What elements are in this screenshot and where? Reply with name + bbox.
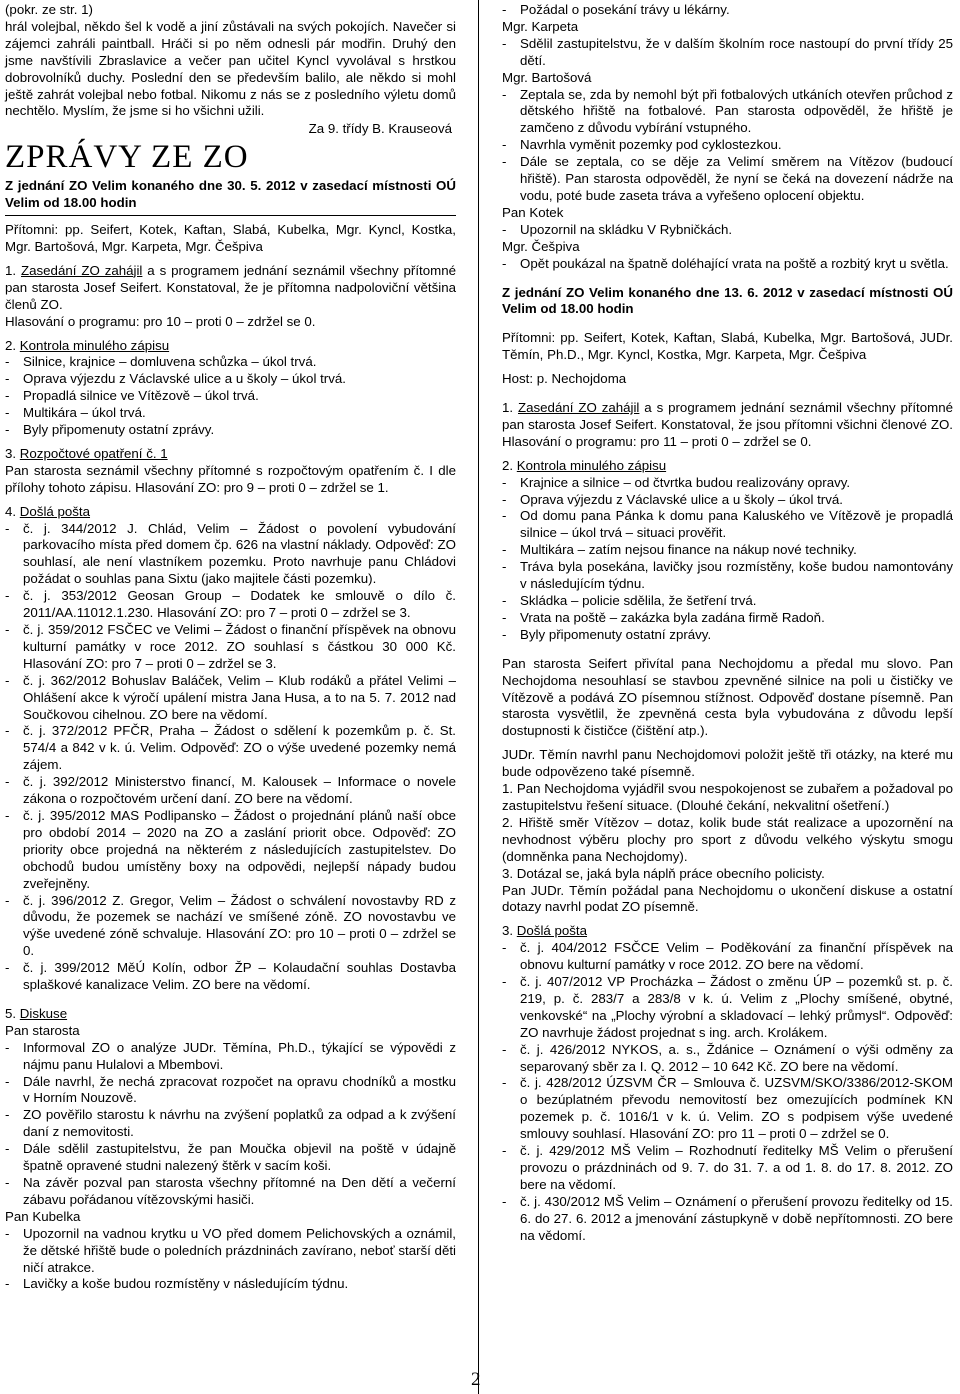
speaker-name: Pan Kubelka bbox=[5, 1208, 81, 1224]
agenda-item-1: 1. Zasedání ZO zahájil a s programem jednání seznámil všechny přítomné pan starosta Josef Seifert. Konstatoval, že jsou přítomni všichni členové ZO. Hlasování o programu: pro 11 – proti 0 – zdržel se 0. bbox=[502, 400, 953, 449]
list-item: - č. j. 359/2012 FSČEC ve Velimi – Žádost o finanční příspěvek na obnovu kulturní památky v roce 2012. ZO souhlasí s částkou 30 000 Kč. Hlasování ZO: pro 7 – proti 0 – zdržel se 3. bbox=[5, 622, 456, 671]
page-number: 2 bbox=[471, 1369, 481, 1390]
list-item: - Upozornil na skládku V Rybničkách. bbox=[502, 221, 733, 237]
speaker-name: Mgr. Karpeta bbox=[502, 18, 579, 34]
list-item: - č. j. 428/2012 ÚZSVM ČR – Smlouva č. UZSVM/SKO/3386/2012-SKOM o bezúplatném převodu nemovitostí bez omezujících podmínek KN pozemek p. č. 1016/1 v k. ú. Velim. ZO s podpisem výše uvedené smlouvy souhlasí. Hlasování ZO: pro 11 – proti 0 – zdržel se 0. bbox=[502, 1075, 953, 1142]
speaker-items bbox=[5, 1226, 456, 1294]
speaker-name: Mgr. Bartošová bbox=[502, 69, 592, 85]
list-item: - č. j. 395/2012 MAS Podlipansko – Žádost o projednání plánů naší obce pro období 2014 – 2020 na ZO a zaslání priorit obce. Odpověď: ZO priority obce projedná na některém z následujících zastupitelstev. Do obchodů budou umístěny boxy na odpovědi, nejlepší nápady budou zveřejněny. bbox=[5, 807, 456, 891]
agenda-item-3-heading: 3. Rozpočtové opatření č. 1 bbox=[5, 445, 168, 461]
continued-note: (pokr. ze str. 1) bbox=[5, 2, 93, 17]
speaker-name: Pan Kotek bbox=[502, 204, 564, 220]
list-item: - č. j. 362/2012 Bohuslav Baláček, Velim – Klub rodáků a přátel Velimi – Ohlášení akce k výročí upálení mistra Jana Husa, a to na 5. 7. 2012 nad Součkovou cihelnou. ZO bere na vědomí. bbox=[5, 672, 456, 722]
list-item: - č. j. 404/2012 FSČCE Velim – Poděkování za finanční příspěvek na obnovu kulturní památky v roce 2012. ZO bere na vědomí. bbox=[502, 940, 953, 973]
paragraph: Pan JUDr. Těmín požádal pana Nechojdomu o ukončení diskuse a ostatní dotazy navrhl podat ZO písemně. bbox=[502, 882, 953, 915]
paragraph: 2. Hřiště směr Vítězov – dotaz, kolik bude stát realizace a upozornění na nevhodnost výběru plochy pro sport z důvodu velkého výskytu smogu (domněnka pana Nechojdomy). bbox=[502, 814, 953, 864]
article-signature: Za 9. třídy B. Krauseová bbox=[308, 121, 452, 137]
list-item: - č. j. 396/2012 Z. Gregor, Velim – Žádost o schválení novostavby RD z důvodu, že pozemek se nachází ve smíšené zóně. ZO novostavbu ve výše uvedené zóně schvaluje. Hlasování ZO: pro 10 – proti 0 – zdržel se 0. bbox=[5, 892, 456, 959]
list-item: - Propadlá silnice ve Vítězově – úkol trvá. bbox=[5, 388, 259, 404]
meeting-title: Z jednání ZO Velim konaného dne 13. 6. 2012 v zasedací místnosti OÚ Velim od 18.00 hodin bbox=[502, 284, 953, 317]
list-item: - Opět poukázal na špatně doléhající vrata na poště a rozbitý kryt u světla. bbox=[502, 255, 949, 271]
list-item: - č. j. 429/2012 MŠ Velim – Rozhodnutí ředitelky MŠ Velim o přerušení provozu o prázdninách od 9. 7. do 31. 7. a od 1. 8. do 17. 8. 2012. ZO bere na vědomí. bbox=[502, 1143, 953, 1192]
list-item: - č. j. 426/2012 NYKOS, a. s., Ždánice – Oznámení o výši odměny za separovaný sběr za I. Q. 2012 – 10 642 Kč. ZO bere na vědomí. bbox=[502, 1041, 953, 1074]
agenda-item-2-list bbox=[5, 354, 456, 439]
divider-rule bbox=[5, 215, 456, 216]
agenda-item-2-heading: 2. Kontrola minulého zápisu bbox=[502, 457, 667, 473]
speaker-name: Mgr. Češpiva bbox=[502, 238, 580, 254]
section-headline: ZPRÁVY ZE ZO bbox=[5, 139, 249, 176]
paragraph: Pan starosta Seifert přivítal pana Nechojdomu a předal mu slovo. Pan Nechojdoma nesouhlasí se stavbou zpevněné silnice na poli u čističky ve Vítězově a podává ZO písemnou stížnost. Odpověď dostane písemně. Pan starosta vysvětlil, že zpevněná cesta byla vybudována z důvodu lepší dostupnosti k čističce (čištění atp.). bbox=[502, 655, 953, 739]
list-item: - Byly připomenuty ostatní zprávy. bbox=[502, 626, 712, 642]
list-item: - Oprava výjezdu z Václavské ulice a u školy – úkol trvá. bbox=[502, 491, 843, 507]
agenda-item-3-heading: 3. Došlá pošta bbox=[502, 923, 588, 939]
list-item: - ZO pověřilo starostu k návrhu na zvýšení poplatků za odpad a k zvýšení daní z nemovitosti. bbox=[5, 1107, 456, 1140]
agenda-item-3-text: Pan starosta seznámil všechny přítomné s rozpočtovým opatřením č. I dle přílohy tohoto zápisu. Hlasování ZO: pro 9 – proti 0 – zdržel se 1. bbox=[5, 462, 456, 495]
list-item: - Multikára – úkol trvá. bbox=[5, 405, 146, 421]
paragraph: 1. Pan Nechojdoma vyjádřil svou nespokojenost se zubařem a požadoval po zastupitelstvu řešení situace. (Dlouhé čekání, nekvalitní ošetření.) bbox=[502, 781, 953, 813]
list-item: - Silnice, krajnice – domluvena schůzka – úkol trvá. bbox=[5, 354, 317, 370]
list-item: - Multikára – zatím nejsou finance na nákup nové techniky. bbox=[502, 542, 857, 558]
incoming-mail-list bbox=[502, 940, 953, 1244]
attendees: Přítomni: pp. Seifert, Kotek, Kaftan, Slabá, Kubelka, Mgr. Kyncl, Kostka, Mgr. Bartošová, Mgr. Karpeta, Mgr. Češpiva bbox=[5, 222, 456, 254]
agenda-item-4-heading: 4. Došlá pošta bbox=[5, 503, 91, 519]
incoming-mail-list bbox=[5, 521, 456, 994]
list-item: - č. j. 353/2012 Geosan Group – Dodatek ke smlouvě o dílo č. 2011/AA.11012.1.230. Hlasování ZO: pro 7 – proti 0 – zdržel se 3. bbox=[5, 588, 456, 621]
list-item: - č. j. 392/2012 Ministerstvo financí, M. Kalousek – Informace o novele zákona o rozpočtovém určení daní. ZO bere na vědomí. bbox=[5, 774, 456, 807]
list-item: - Informoval ZO o analýze JUDr. Těmína, Ph.D., týkající se výpovědi z nájmu panu Hulalovi a Mbembovi. bbox=[5, 1039, 456, 1072]
list-item: - Oprava výjezdu z Václavské ulice a u školy – úkol trvá. bbox=[5, 371, 346, 387]
list-item: - Tráva byla posekána, lavičky jsou rozmístěny, koše budou namontovány v následujícím týdnu. bbox=[502, 559, 953, 592]
guest-line: Host: p. Nechojdoma bbox=[502, 371, 627, 387]
attendees: Přítomni: pp. Seifert, Kotek, Kaftan, Slabá, Kubelka, Mgr. Bartošová, JUDr. Těmín, Ph.D., Mgr. Kyncl, Kostka, Mgr. Karpeta, Mgr. Češpiva bbox=[502, 330, 953, 363]
paragraph: JUDr. Těmín navrhl panu Nechojdomovi položit ještě tři otázky, na které mu bude odpovězeno také písemně. bbox=[502, 747, 953, 780]
list-item: - Krajnice a silnice – od čtvrtka budou realizovány opravy. bbox=[502, 474, 851, 490]
list-item: - Od domu pana Pánka k domu pana Kaluského ve Vítězově je propadlá silnice – úkol trvá – situaci prověřit. bbox=[502, 508, 953, 541]
list-item: - Zeptala se, zda by nemohl být při fotbalových utkáních otevřen průchod z dětského hřiště na fotbalové. Pan starosta odpověděl, že hřiště je zamčeno z důvodu vybírání vstupného. bbox=[502, 86, 953, 136]
right-column bbox=[502, 2, 953, 1245]
list-item: - Na závěr pozval pan starosta všechny přítomné na Den dětí a večerní zábavu pořádanou vítězovskými hasiči. bbox=[5, 1175, 456, 1207]
list-item: - Požádal o posekání trávy u lékárny. bbox=[502, 2, 730, 17]
list-item: - Dále navrhl, že nechá zpracovat rozpočet na opravu chodníků a mostku v Horním Nouzově. bbox=[5, 1073, 456, 1106]
list-item: - Upozornil na vadnou krytku u VO před domem Pelichovských a oznámil, že dětské hřiště bude o poledních prázdninách zavírano, neboť starší děti ničí atrakce. bbox=[5, 1225, 456, 1275]
agenda-item-2-heading: 2. Kontrola minulého zápisu bbox=[5, 337, 170, 353]
list-item: - Lavičky a koše budou rozmístěny v následujícím týdnu. bbox=[5, 1276, 349, 1292]
list-item: - Navrhla vyměnit pozemky pod cyklostezkou. bbox=[502, 137, 782, 153]
article-paragraph: hrál volejbal, někdo šel k vodě a jiní zůstávali na svých pokojích. Navečer si zájemci zahráli paintball. Hráči si po něm odnesli pár modřin. Druhý den jsme navštívili Zbraslavice a večer pan učitel Kyncl vyvolával s hrstkou dobrovolníků duchy. Poslední den se především balilo, ale někdo si mohl ještě zahrát volejbal nebo fotbal. Nikomu z nás se z posledního výletu domů nechtělo. Myslím, že jsme si ho všichni užili. bbox=[5, 18, 456, 119]
list-item: - č. j. 372/2012 PFČR, Praha – Žádost o sdělení k pozemkům p. č. St. 574/4 a 842 v k. ú. Velim. Odpověď: ZO o výše uvedené pozemky nemá zájem. bbox=[5, 723, 456, 773]
list-item: - Dále sdělil zastupitelstvu, že pan Moučka objevil na poště v údajně špatně opravené studni nalezený štěrk v sacím koši. bbox=[5, 1141, 456, 1174]
speaker-name: Pan starosta bbox=[5, 1022, 80, 1038]
list-item: - Dále se zeptala, co se děje za Velimí směrem na Vítězov (budoucí hřiště). Pan starosta odpověděl, že nyní se čeká na dovezení nádrže na vodu, poté bude zaseta tráva a vyřešeno oplocení objektu. bbox=[502, 154, 953, 203]
list-item: - č. j. 344/2012 J. Chlád, Velim – Žádost o povolení vybudování parkovacího místa před domem čp. 626 na vlastní náklady. Odpověď: ZO souhlasí, ale není vlastníkem pozemku. Proto navrhuje panu Chládovi požádat o souhlas pana Sixtu (jako majitele části pozemku). bbox=[5, 520, 456, 587]
left-column bbox=[5, 2, 456, 1293]
agenda-item-2-list bbox=[502, 475, 953, 644]
list-item: - č. j. 407/2012 VP Procházka – Žádost o změnu ÚP – pozemků st. p. č. 219, p. č. 283/7 a 283/8 v k. ú. Velim z „Plochy smíšené, obytné, venkovské“ na „Plochy výrobní a skladovací – lehký průmysl“. Odpověď: ZO navrhuje žádost projednat s ing. arch. Krolákem. bbox=[502, 974, 953, 1040]
paragraph: 3. Dotázal se, jaká byla náplň práce obecního policisty. bbox=[502, 865, 825, 881]
meeting-title: Z jednání ZO Velim konaného dne 30. 5. 2012 v zasedací místnosti OÚ Velim od 18.00 hodin bbox=[5, 178, 456, 211]
list-item: - Skládka – policie sdělila, že šetření trvá. bbox=[502, 593, 757, 608]
agenda-item-1: 1. Zasedání ZO zahájil a s programem jednání seznámil všechny přítomné pan starosta Josef Seifert. Konstatoval, že je přítomna nadpoloviční většina členů ZO. bbox=[5, 262, 456, 312]
column-divider bbox=[478, 0, 479, 1394]
vote-result: Hlasování o programu: pro 10 – proti 0 – zdržel se 0. bbox=[5, 313, 316, 329]
list-item: - č. j. 399/2012 MěÚ Kolín, odbor ŽP – Kolaudační souhlas Dostavba splaškové kanalizace Velim. ZO bere na vědomí. bbox=[5, 960, 456, 993]
list-item: - Byly připomenuty ostatní zprávy. bbox=[5, 422, 215, 438]
speaker-items bbox=[5, 1040, 456, 1209]
list-item: - Sdělil zastupitelstvu, že v dalším školním roce nastoupí do první třídy 25 dětí. bbox=[502, 35, 953, 68]
list-item: - Vrata na poště – zakázka byla zadána firmě Radoň. bbox=[502, 609, 825, 625]
agenda-item-5-heading: 5. Diskuse bbox=[5, 1005, 68, 1021]
list-item: - č. j. 430/2012 MŠ Velim – Oznámení o přerušení provozu ředitelky od 15. 6. do 27. 6. 2012 a jmenování zástupkyně v době nepřítomnosti. ZO bere na vědomí. bbox=[502, 1193, 953, 1243]
